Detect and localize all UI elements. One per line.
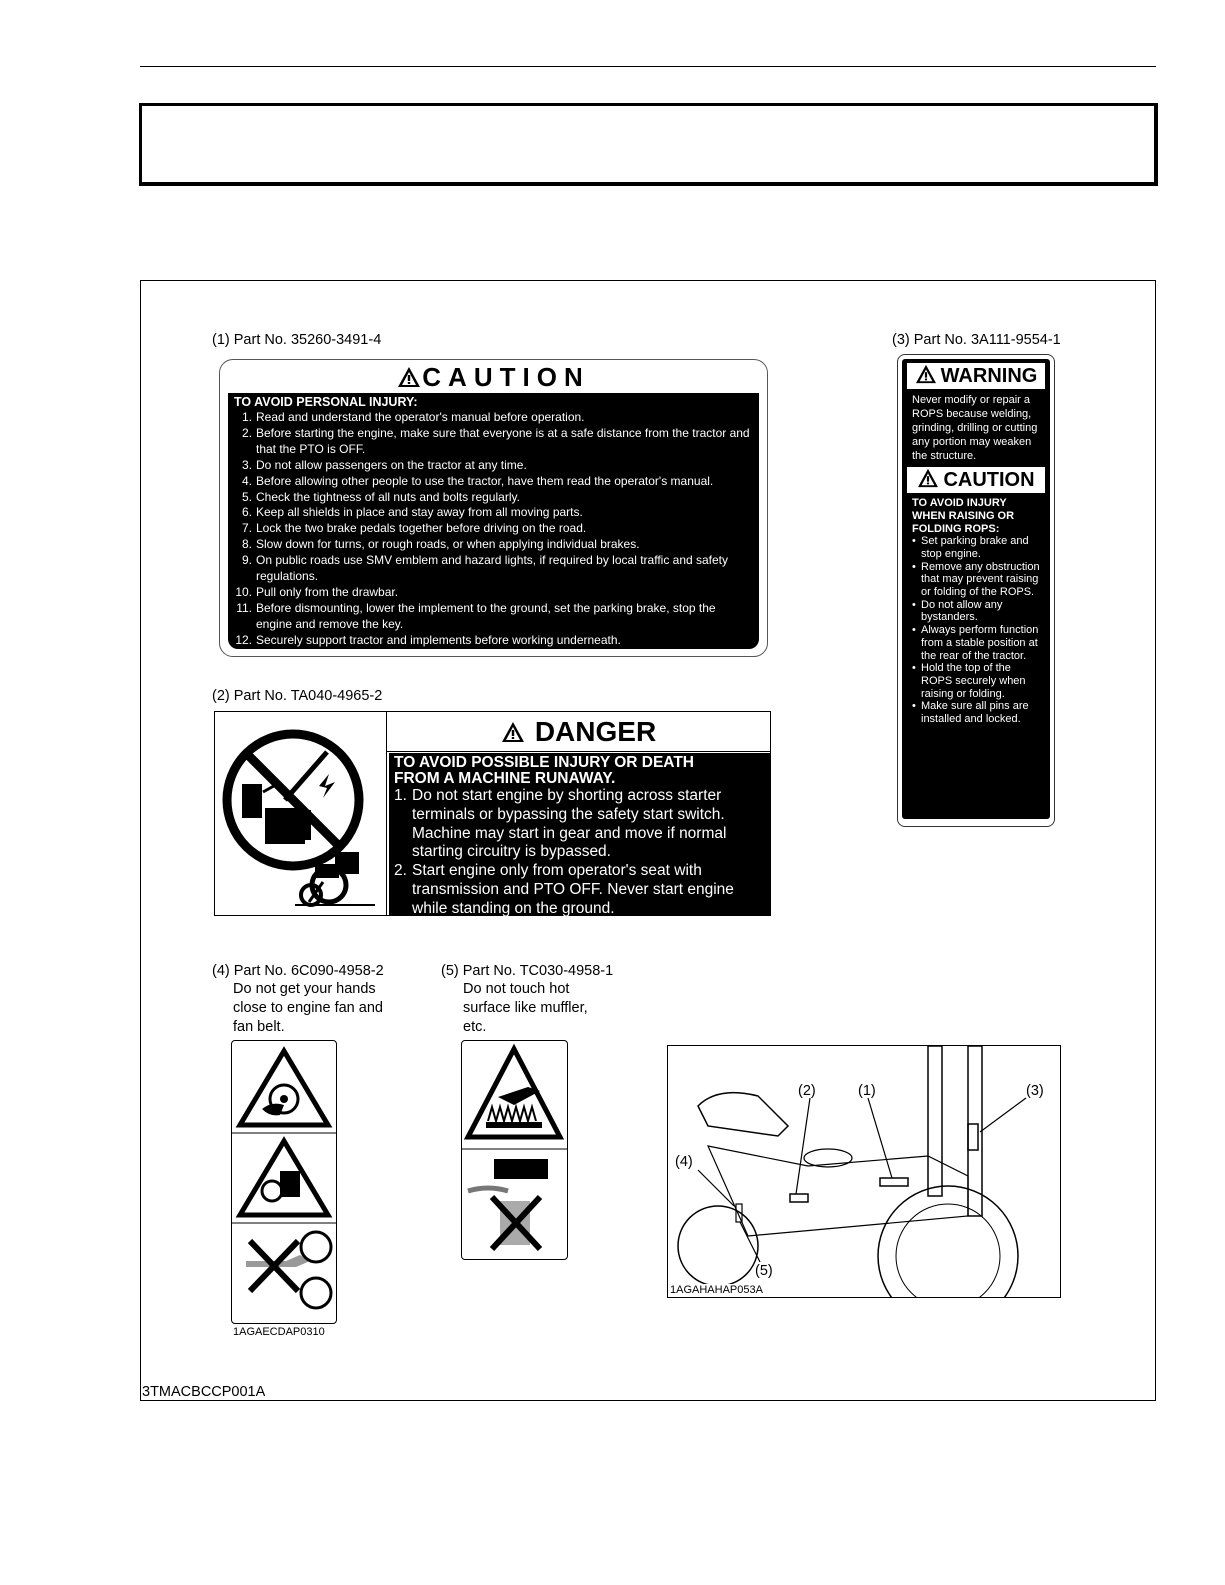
caution-item-text: Pull only from the drawbar. xyxy=(256,584,399,599)
danger-lead-1: TO AVOID POSSIBLE INJURY OR DEATH xyxy=(394,754,694,771)
danger-header xyxy=(387,712,770,752)
danger-item-text: Start engine only from operator's seat with transmission and PTO OFF. Never start engine while standing on the ground. xyxy=(412,862,734,917)
caution-item xyxy=(234,585,753,601)
caution-item xyxy=(234,505,753,521)
caution-item-number: 2. xyxy=(241,425,252,440)
warning-header-text: WARNING xyxy=(940,365,1038,387)
caution-item xyxy=(234,474,753,490)
caution-item xyxy=(234,553,753,585)
caution-header xyxy=(220,360,767,393)
caution-item xyxy=(234,537,753,553)
danger-item xyxy=(394,787,765,862)
rops-bullet xyxy=(906,700,1046,725)
title-box xyxy=(139,103,1158,186)
part-desc-4: Do not get your hands close to engine fan and fan belt. xyxy=(233,981,383,1035)
caution-body xyxy=(228,393,759,649)
callout-5: (5) xyxy=(755,1263,773,1279)
caution-item-number: 9. xyxy=(241,553,252,568)
part-desc-5: Do not touch hot surface like muffler, etc. xyxy=(463,981,588,1035)
caution-item xyxy=(234,521,753,537)
caution-item-text: Before dismounting, lower the implement to the ground, set the parking brake, stop the engine and remove the key. xyxy=(256,600,716,631)
warning-body xyxy=(902,359,1050,819)
rops-bullet-text: Hold the top of the ROPS securely when raising or folding. xyxy=(921,662,1026,700)
bullet-icon: • xyxy=(912,535,916,548)
caution-item-text: Securely support tractor and implements before working underneath. xyxy=(256,632,621,647)
caution-item-text: Lock the two brake pedals together before driving on the road. xyxy=(256,521,587,536)
caution-item-number: 7. xyxy=(241,521,252,536)
danger-body xyxy=(389,753,770,915)
fan-hazard-icon xyxy=(232,1041,336,1323)
rops-bullet-text: Do not allow any bystanders. xyxy=(921,598,1003,624)
callout-2: (2) xyxy=(798,1083,816,1099)
part-label-3: (3) Part No. 3A111-9554-1 xyxy=(892,332,1061,348)
caution-header-2-text: CAUTION xyxy=(943,469,1035,492)
caution-item xyxy=(234,410,753,426)
caution-item-text: Before starting the engine, make sure that everyone is at a safe distance from the tractor and that the PTO is OFF. xyxy=(256,425,750,456)
warning-triangle-icon xyxy=(915,364,937,384)
caution-item-text: Read and understand the operator's manual before operation. xyxy=(256,410,585,424)
rops-bullet-text: Always perform function from a stable position at the rear of the tractor. xyxy=(921,624,1039,662)
caution-item-number: 12. xyxy=(235,632,252,647)
rops-bullet-text: Set parking brake and stop engine. xyxy=(921,535,1029,560)
rops-bullet-text: Make sure all pins are installed and locked. xyxy=(921,700,1029,726)
caution-item-text: On public roads use SMV emblem and hazard lights, if required by local traffic and safety regulations. xyxy=(256,553,729,584)
caution-item-number: 1. xyxy=(241,410,252,424)
warning-header xyxy=(906,362,1046,390)
prohibited-circle-icon xyxy=(215,712,385,914)
caution-item-text: Do not allow passengers on the tractor at any time. xyxy=(256,457,527,472)
caution-item xyxy=(234,458,753,474)
caution-header-2 xyxy=(906,466,1046,494)
caution-item-text: Check the tightness of all nuts and bolts regularly. xyxy=(256,489,520,504)
rops-bullet xyxy=(906,561,1046,599)
caution-item-number: 11. xyxy=(236,600,252,615)
rops-bullet xyxy=(906,662,1046,700)
warning-triangle-icon xyxy=(397,366,421,388)
callout-3: (3) xyxy=(1026,1083,1044,1099)
caution-item-number: 5. xyxy=(241,489,252,504)
warning-decal xyxy=(897,354,1055,827)
caution-item-number: 3. xyxy=(241,457,252,472)
caution-item-number: 6. xyxy=(241,505,252,520)
rops-bullet xyxy=(906,535,1046,560)
warning-text: Never modify or repair a ROPS because welding, grinding, drilling or cutting any portion may weaken the structure. xyxy=(912,394,1038,463)
danger-decal xyxy=(214,711,771,916)
danger-list xyxy=(394,787,765,919)
part-label-1: (1) Part No. 35260-3491-4 xyxy=(212,332,382,348)
bullet-icon: • xyxy=(912,598,916,611)
danger-lead-2: FROM A MACHINE RUNAWAY. xyxy=(394,770,616,787)
part-label-2: (2) Part No. TA040-4965-2 xyxy=(212,688,383,704)
rops-heading: TO AVOID INJURY WHEN RAISING OR FOLDING ROPS: xyxy=(912,497,1015,535)
no-shorting-pictogram xyxy=(215,712,387,915)
top-rule xyxy=(140,66,1156,67)
callout-1: (1) xyxy=(858,1083,876,1099)
caution-item xyxy=(234,601,753,633)
caution-item xyxy=(234,426,753,458)
bullet-icon: • xyxy=(912,560,916,573)
fan-belt-pictogram xyxy=(231,1040,337,1324)
caution-item-number: 4. xyxy=(241,473,252,488)
caution-decal xyxy=(219,359,768,657)
rops-bullet xyxy=(906,599,1046,624)
caution-heading: TO AVOID PERSONAL INJURY: xyxy=(234,395,418,409)
hot-surface-pictogram xyxy=(461,1040,568,1260)
machine-code: 1AGAHAHAP053A xyxy=(670,1284,763,1296)
caution-item-text: Before allowing other people to use the tractor, have them read the operator's manual. xyxy=(256,473,714,488)
caution-item-number: 8. xyxy=(241,537,252,552)
part-label-5: (5) Part No. TC030-4958-1 xyxy=(441,963,614,979)
danger-item-number: 2. xyxy=(394,862,407,880)
caution-item xyxy=(234,490,753,506)
danger-item xyxy=(394,862,765,918)
part-label-4: (4) Part No. 6C090-4958-2 xyxy=(212,963,384,979)
caution-item-text: Keep all shields in place and stay away from all moving parts. xyxy=(256,505,583,520)
caution-item-number: 10. xyxy=(235,584,252,599)
caution-list xyxy=(234,410,753,649)
hot-surface-icon xyxy=(462,1041,567,1259)
caution-item xyxy=(234,633,753,649)
danger-item-number: 1. xyxy=(394,787,407,804)
caution-header-text: CAUTION xyxy=(422,362,590,392)
warning-triangle-icon xyxy=(917,468,939,488)
callout-4: (4) xyxy=(675,1154,693,1170)
danger-header-text: DANGER xyxy=(534,716,657,747)
bullet-icon: • xyxy=(912,700,916,713)
rops-bullet xyxy=(906,624,1046,662)
caution-item-text: Slow down for turns, or rough roads, or when applying individual brakes. xyxy=(256,537,640,552)
warning-triangle-icon xyxy=(501,721,525,743)
pic4-code: 1AGAECDAP0310 xyxy=(233,1326,325,1338)
rops-list xyxy=(906,535,1046,726)
bullet-icon: • xyxy=(912,624,916,637)
rops-bullet-text: Remove any obstruction that may prevent raising or folding of the ROPS. xyxy=(921,560,1040,599)
bullet-icon: • xyxy=(912,662,916,675)
danger-item-text: Do not start engine by shorting across starter terminals or bypassing the safety start switch. Machine may start in gear and move if normal starting circuitry is bypassed. xyxy=(412,787,727,861)
figure-code: 3TMACBCCP001A xyxy=(142,1384,266,1400)
